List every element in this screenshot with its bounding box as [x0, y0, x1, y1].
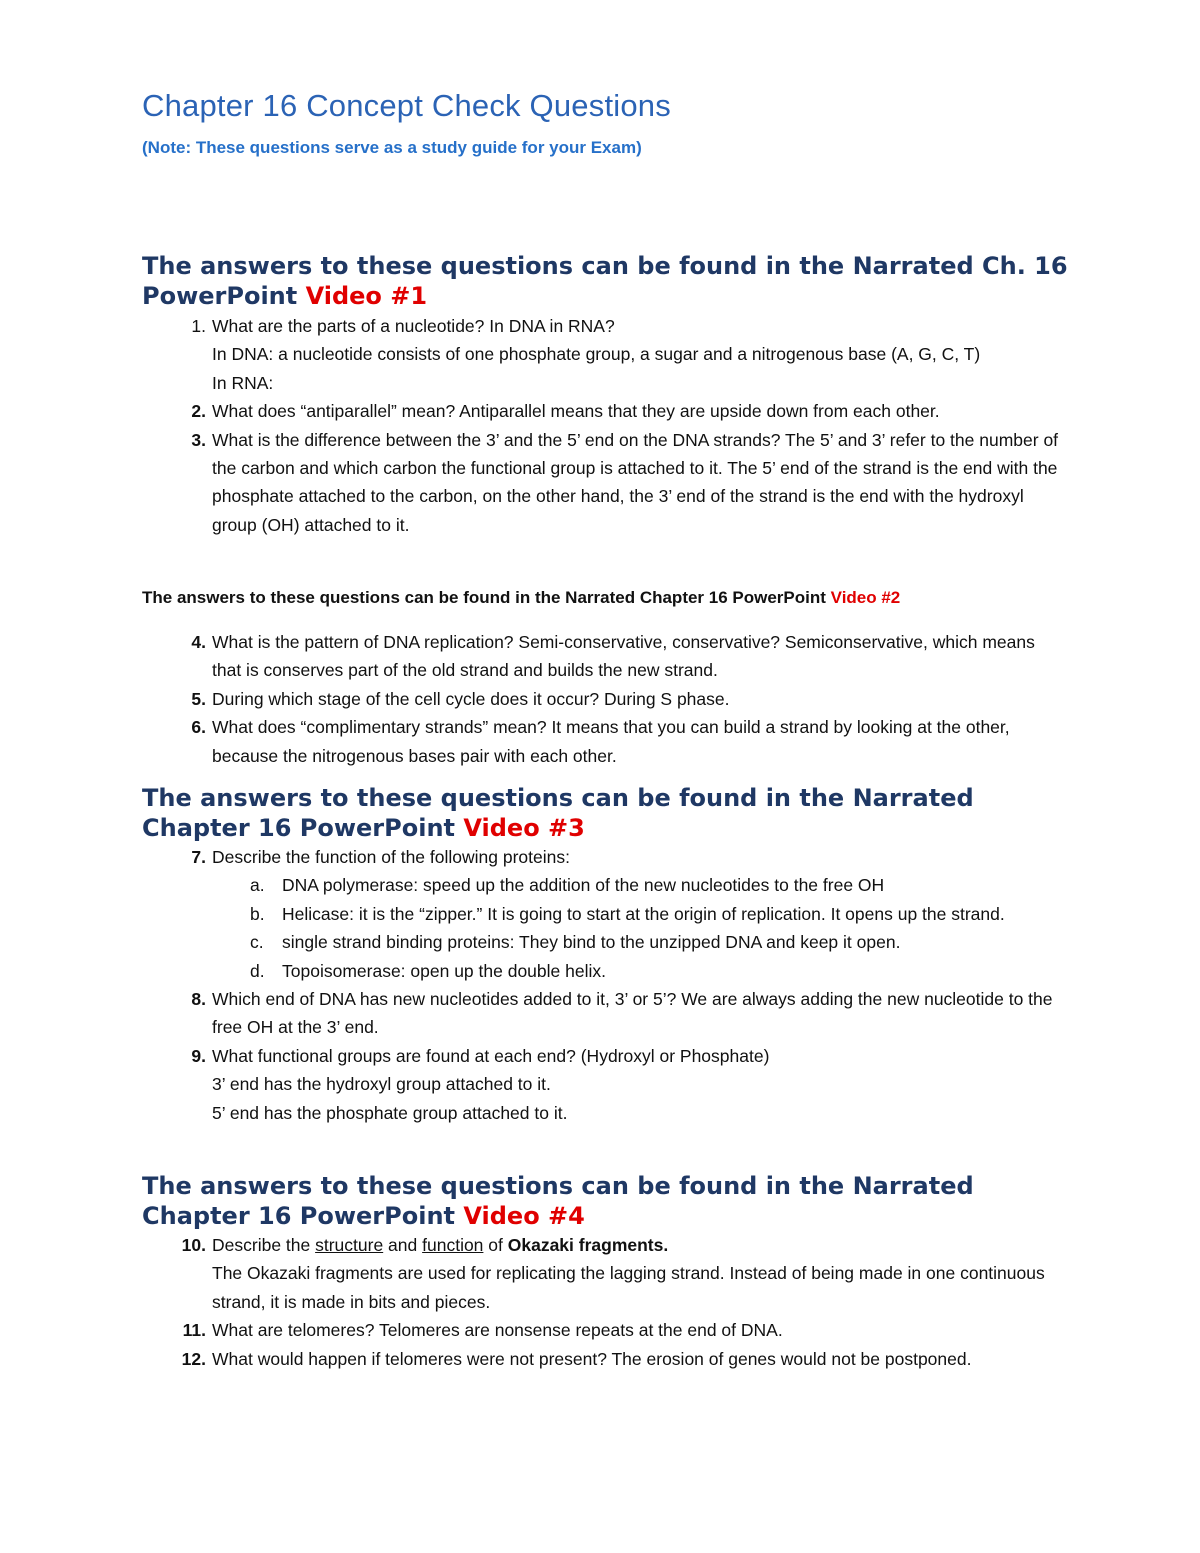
sub-list [212, 871, 1062, 985]
question-list-4 [142, 1231, 1062, 1373]
sub-list-item [142, 900, 1062, 928]
question-list-3 [142, 843, 1062, 1127]
answer-text: In RNA: [212, 372, 274, 393]
sub-list-item [142, 871, 1062, 899]
question-text: What are the parts of a nucleotide? In DNA in RNA? [212, 316, 615, 336]
section-heading-text: The answers to these questions can be found in the Narrated Ch. 16 PowerPoint [142, 252, 1068, 310]
function-underlined: function [422, 1235, 484, 1255]
question-number: 10. [181, 1235, 206, 1255]
question-text: Which end of DNA has new nucleotides added to it, 3’ or 5’? We are always adding the new nucleotide to the free OH at the 3’ end. [212, 989, 1053, 1038]
question-text: What functional groups are found at each end? (Hydroxyl or Phosphate) [212, 1045, 770, 1066]
answer-text: 3’ end has the hydroxyl group attached to it. [212, 1074, 551, 1095]
answer-text: The Okazaki fragments are used for replicating the lagging strand. Instead of being made in one continuous strand, it is made in bits and pieces. [212, 1263, 1045, 1312]
question-number: 3. [191, 429, 206, 450]
question-number: 4. [191, 632, 206, 652]
question-text [212, 1231, 1062, 1259]
video-label: Video #1 [305, 282, 428, 310]
sub-text: single strand binding proteins: They bind to the unzipped DNA and keep it open. [282, 932, 901, 953]
section-heading-text: The answers to these questions can be found in the Narrated Chapter 16 PowerPoint [142, 784, 974, 842]
sub-list-item [142, 957, 1062, 985]
page-title: Chapter 16 Concept Check Questions [142, 88, 671, 123]
sub-letter: c. [250, 932, 264, 953]
question-text: What is the difference between the 3’ and the 5’ end on the DNA strands? The 5’ and 3’ refer to the number of the carbon and which carbon the functional group is attached to it. The 5’ end of the strand is the end with the phosphate attached to the carbon, on the other hand, the 3’ end of the strand is the end with the hydroxyl group (OH) attached to it. [212, 429, 1059, 535]
list-item [142, 628, 1062, 685]
question-text: During which stage of the cell cycle does it occur? During S phase. [212, 688, 730, 709]
video-label: Video #2 [830, 588, 901, 607]
list-item [142, 1316, 1062, 1344]
list-item [142, 426, 1062, 540]
section-heading-text: The answers to these questions can be found in the Narrated Chapter 16 PowerPoint [142, 1172, 974, 1230]
question-number: 8. [191, 989, 206, 1010]
list-item [142, 1231, 1062, 1316]
question-list-2 [142, 628, 1062, 770]
question-text: What would happen if telomeres were not present? The erosion of genes would not be postponed. [212, 1348, 972, 1369]
question-number: 1. [191, 316, 206, 336]
section-heading-video-2 [142, 586, 1082, 610]
list-item [142, 397, 1062, 425]
question-number: 2. [191, 401, 206, 422]
question-text: Describe the function of the following proteins: [212, 847, 570, 867]
question-text-part: of [483, 1235, 508, 1255]
sub-letter: b. [250, 903, 265, 924]
question-number: 6. [191, 717, 206, 738]
sub-letter: a. [250, 875, 265, 896]
question-number: 5. [191, 688, 206, 709]
list-item [142, 312, 1062, 397]
structure-underlined: structure [315, 1235, 384, 1255]
sub-list-item [142, 928, 1062, 956]
sub-text: Topoisomerase: open up the double helix. [282, 960, 606, 981]
question-list-1 [142, 312, 1062, 539]
section-heading-video-1 [142, 251, 1082, 311]
list-item [142, 1042, 1062, 1127]
video-label: Video #3 [463, 814, 585, 842]
list-item [142, 685, 1062, 713]
study-guide-note: (Note: These questions serve as a study guide for your Exam) [142, 138, 642, 157]
question-number: 11. [182, 1320, 206, 1341]
question-number: 9. [191, 1045, 206, 1066]
list-item [142, 843, 1062, 985]
question-number: 7. [191, 847, 206, 867]
list-item [142, 1345, 1062, 1373]
question-text: What are telomeres? Telomeres are nonsense repeats at the end of DNA. [212, 1320, 783, 1341]
sub-text: DNA polymerase: speed up the addition of the new nucleotides to the free OH [282, 875, 885, 896]
question-number: 12. [181, 1348, 206, 1369]
answer-text: 5’ end has the phosphate group attached to it. [212, 1102, 568, 1123]
question-text: What does “complimentary strands” mean? It means that you can build a strand by looking at the other, because the nitrogenous bases pair with each other. [212, 717, 1010, 766]
list-item [142, 713, 1062, 770]
question-text: What is the pattern of DNA replication? Semi-conservative, conservative? Semiconservative, which means that is conserves part of the old strand and builds the new strand. [212, 632, 1035, 681]
question-text-part: Describe the [212, 1235, 316, 1255]
sub-letter: d. [250, 960, 265, 981]
list-item [142, 985, 1062, 1042]
section-heading-video-4 [142, 1171, 982, 1231]
question-text: What does “antiparallel” mean? Antiparallel means that they are upside down from each other. [212, 401, 940, 422]
okazaki-bold: Okazaki fragments. [507, 1235, 669, 1255]
video-label: Video #4 [463, 1202, 585, 1230]
section-heading-video-3 [142, 783, 982, 843]
section-heading-text: The answers to these questions can be found in the Narrated Chapter 16 PowerPoint [142, 588, 826, 607]
question-text-part: and [383, 1235, 423, 1255]
sub-text: Helicase: it is the “zipper.” It is going to start at the origin of replication. It opens up the strand. [282, 903, 1005, 924]
answer-text: In DNA: a nucleotide consists of one phosphate group, a sugar and a nitrogenous base (A, G, C, T) [212, 344, 981, 365]
